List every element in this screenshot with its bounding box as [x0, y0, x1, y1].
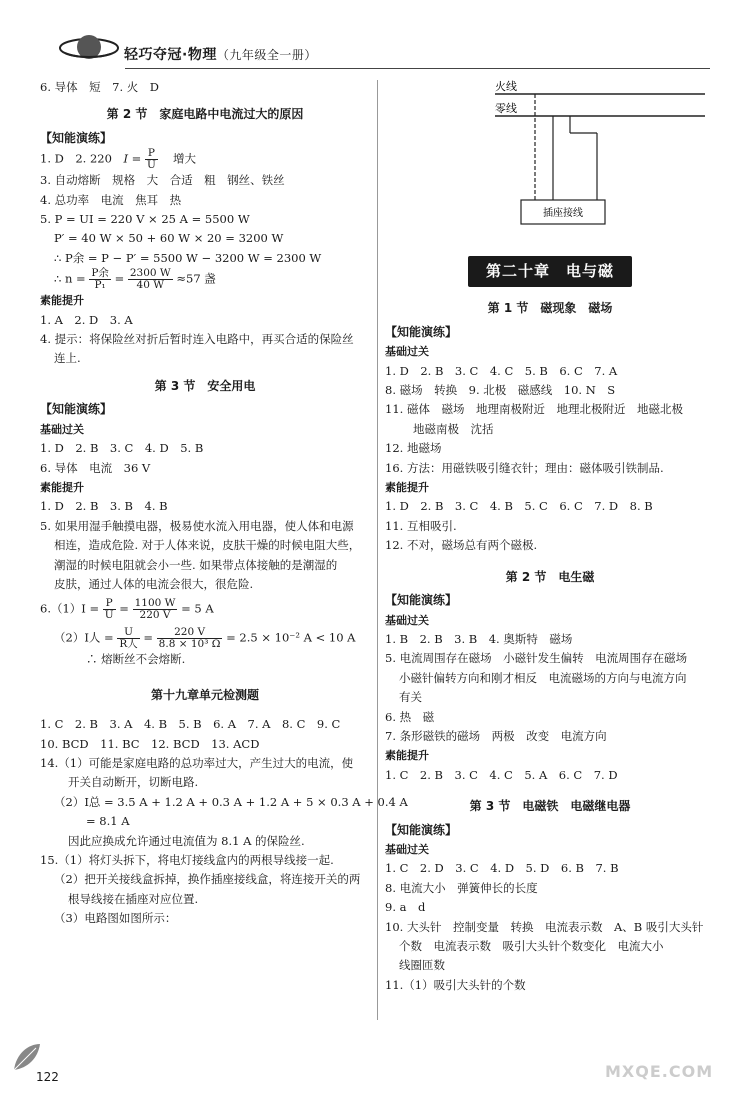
answer-line: 线圈匝数 — [399, 958, 445, 973]
answer-line: （2）I人 = $\frac{U}{\text{R人}}$ = $\frac{220 V}{\text{8.8 × 10³ Ω}}$ = 2.5 × 10⁻² A < 10 A — [54, 626, 356, 651]
header-rule — [125, 68, 710, 69]
answer-line: 5. 如果用湿手触摸电器，极易使水流入用电器，使人体和电源 — [40, 518, 354, 533]
section-title: 第 2 节 电生磁 — [505, 569, 595, 584]
column-divider — [377, 80, 378, 1020]
answer-line: 相连，造成危险. 对于人体来说，皮肤干燥的时候电阻大些， — [54, 538, 361, 553]
fraction: $\frac{U}{\text{R人}}$ — [119, 626, 138, 651]
fraction: $\frac{P}{U}$ — [104, 597, 114, 622]
book-title: 轻巧夺冠·物理（九年级全一册） — [124, 47, 317, 63]
fraction: $\frac{1100 W}{220 V}$ — [134, 597, 176, 622]
answer-line: 潮湿的时候电阻就会小一些. 如果带点体接触的是潮湿的 — [54, 557, 338, 572]
saturn-logo-icon — [58, 30, 120, 66]
leaf-decoration-icon — [10, 1040, 44, 1074]
answer-line: 6. 导体 短 7. 火 D — [40, 80, 159, 94]
answer-line: 1. A 2. D 3. A — [40, 312, 133, 327]
socket-box-label: 插座接线 — [543, 208, 583, 219]
answer-line: 8. 磁场 转换 9. 北极 磁感线 10. N S — [385, 383, 616, 398]
answer-line: 地磁南极 沈括 — [413, 421, 494, 436]
answer-line: 4. 总功率 电流 焦耳 热 — [40, 192, 182, 207]
answer-line: 5. P = UI = 220 V × 25 A = 5500 W — [40, 212, 250, 227]
section-title: 第 3 节 电磁铁 电磁继电器 — [469, 799, 631, 814]
fraction: $\frac{\text{P余}}{\text{P₁}}$ — [91, 267, 109, 292]
sub-heading: 基础过关 — [385, 613, 429, 627]
section-title: 第十九章单元检测题 — [150, 687, 259, 702]
sub-heading: 素能提升 — [385, 749, 429, 763]
answer-line: 11.（1）吸引大头针的个数 — [385, 977, 526, 992]
answer-line: 连上. — [54, 351, 81, 366]
answer-line: （2）把开关接线盒拆掉，换作插座接线盒，将连接开关的两 — [54, 872, 361, 887]
answer-line: ∴ n = $\frac{\text{P余}}{\text{P₁}}$ = $\frac{2300 W}{40 W}$ ≈57 盏 — [54, 267, 216, 292]
answer-line: （2）I总 = 3.5 A + 1.2 A + 0.3 A + 1.2 A + 5 × 0.3 A + 0.4 A — [54, 794, 408, 809]
sub-heading: 素能提升 — [40, 294, 84, 308]
block-heading: 【知能演练】 — [385, 593, 458, 608]
answer-line: 12. 不对，磁场总有两个磁极. — [385, 538, 538, 553]
answer-line: 9. a d — [385, 900, 426, 915]
answer-line: 10. 大头针 控制变量 转换 电流表示数 A、B 吸引大头针 — [385, 919, 704, 934]
answer-line: 因此应换成允许通过电流值为 8.1 A 的保险丝. — [68, 833, 305, 848]
answer-line: ∴ 熔断丝不会熔断. — [86, 652, 186, 667]
answer-line: 1. B 2. B 3. B 4. 奥斯特 磁场 — [385, 631, 573, 646]
section-title: 第 2 节 家庭电路中电流过大的原因 — [106, 107, 304, 122]
answer-line: 1. D 2. B 3. C 4. B 5. C 6. C 7. D 8. B — [385, 499, 653, 514]
answer-line: P′ = 40 W × 50 + 60 W × 20 = 3200 W — [54, 231, 284, 246]
answer-line: 1. D 2. B 3. C 4. C 5. B 6. C 7. A — [385, 363, 618, 378]
answer-line: 6. 热 磁 — [385, 709, 435, 724]
right-column — [385, 78, 715, 995]
answer-line: 1. C 2. B 3. C 4. C 5. A 6. C 7. D — [385, 767, 618, 782]
chapter-title: 第二十章 电与磁 — [385, 256, 715, 287]
answer-line: （3）电路图如图所示： — [54, 911, 177, 926]
answer-line: 11. 磁体 磁场 地理南极附近 地理北极附近 地磁北极 — [385, 402, 683, 417]
block-heading: 【知能演练】 — [385, 822, 458, 837]
block-heading: 【知能演练】 — [40, 130, 113, 145]
answer-line: 1. D 2. B 3. B 4. B — [40, 499, 168, 514]
answer-line: 11. 互相吸引. — [385, 518, 457, 533]
answer-line: = 8.1 A — [86, 814, 130, 829]
block-heading: 【知能演练】 — [40, 402, 113, 417]
answer-line: 皮肤，通过人体的电流会很大，很危险. — [54, 576, 254, 591]
answer-line: 8. 电流大小 弹簧伸长的长度 — [385, 880, 538, 895]
answer-line: 5. 电流周围存在磁场 小磁针发生偏转 电流周围存在磁场 — [385, 651, 688, 666]
sub-heading: 素能提升 — [385, 481, 429, 495]
answer-line: 根导线接在插座对应位置. — [68, 891, 199, 906]
answer-line: 小磁针偏转方向和刚才相反 电流磁场的方向与电流方向 — [399, 670, 687, 685]
block-heading: 【知能演练】 — [385, 324, 458, 339]
answer-line: 12. 地磁场 — [385, 441, 442, 456]
fraction: $\frac{P}{U}$ — [146, 147, 156, 172]
circuit-diagram — [385, 78, 715, 248]
section-title: 第 3 节 安全用电 — [154, 378, 256, 393]
answer-line: 10. BCD 11. BC 12. BCD 13. ACD — [40, 736, 260, 751]
answer-line: 开关自动断开，切断电路. — [68, 775, 199, 790]
section-title: 第 1 节 磁现象 磁场 — [487, 301, 613, 316]
answer-line: 1. D 2. 220 I = $\frac{P}{U}$ 增大 — [40, 147, 196, 172]
wiring-diagram-icon — [385, 78, 715, 248]
sub-heading: 素能提升 — [40, 480, 84, 494]
answer-line: 1. C 2. D 3. C 4. D 5. D 6. B 7. B — [385, 861, 619, 876]
answer-line: 3. 自动熔断 规格 大 合适 粗 钢丝、铁丝 — [40, 173, 285, 188]
answer-line: 6.（1）I = $\frac{P}{U}$ = $\frac{1100 W}{220 V}$ = 5 A — [40, 597, 214, 622]
answer-line: 4. 提示：将保险丝对折后暂时连入电路中，再买合适的保险丝 — [40, 332, 354, 347]
answer-line: 6. 导体 电流 36 V — [40, 460, 151, 475]
answer-line: 1. C 2. B 3. A 4. B 5. B 6. A 7. A 8. C 9. C — [40, 717, 341, 732]
fraction: $\frac{2300 W}{40 W}$ — [129, 267, 171, 292]
answer-line: 16. 方法：用磁铁吸引缝衣针；理由：磁体吸引铁制品. — [385, 460, 664, 475]
answer-line: 14.（1）可能是家庭电路的总功率过大，产生过大的电流，使 — [40, 755, 354, 770]
watermark: MXQE.COM — [605, 1062, 714, 1081]
answer-line: ∴ P余 = P − P′ = 5500 W − 3200 W = 2300 W — [54, 250, 322, 265]
neutral-wire-label: 零线 — [495, 102, 517, 115]
answer-line: 7. 条形磁铁的磁场 两极 改变 电流方向 — [385, 728, 607, 743]
answer-line: 个数 电流表示数 吸引大头针个数变化 电流大小 — [399, 939, 664, 953]
fraction: $\frac{220 V}{\text{8.8 × 10³ Ω}}$ — [158, 626, 221, 651]
sub-heading: 基础过关 — [385, 345, 429, 359]
page-number: 122 — [36, 1070, 59, 1084]
sub-heading: 基础过关 — [40, 422, 84, 436]
live-wire-label: 火线 — [495, 80, 517, 93]
page-header — [0, 0, 750, 78]
answer-line: 1. D 2. B 3. C 4. D 5. B — [40, 441, 204, 456]
sub-heading: 基础过关 — [385, 842, 429, 856]
answer-line: 15.（1）将灯头拆下，将电灯接线盒内的两根导线接一起. — [40, 853, 334, 867]
answer-line: 有关 — [399, 690, 422, 705]
